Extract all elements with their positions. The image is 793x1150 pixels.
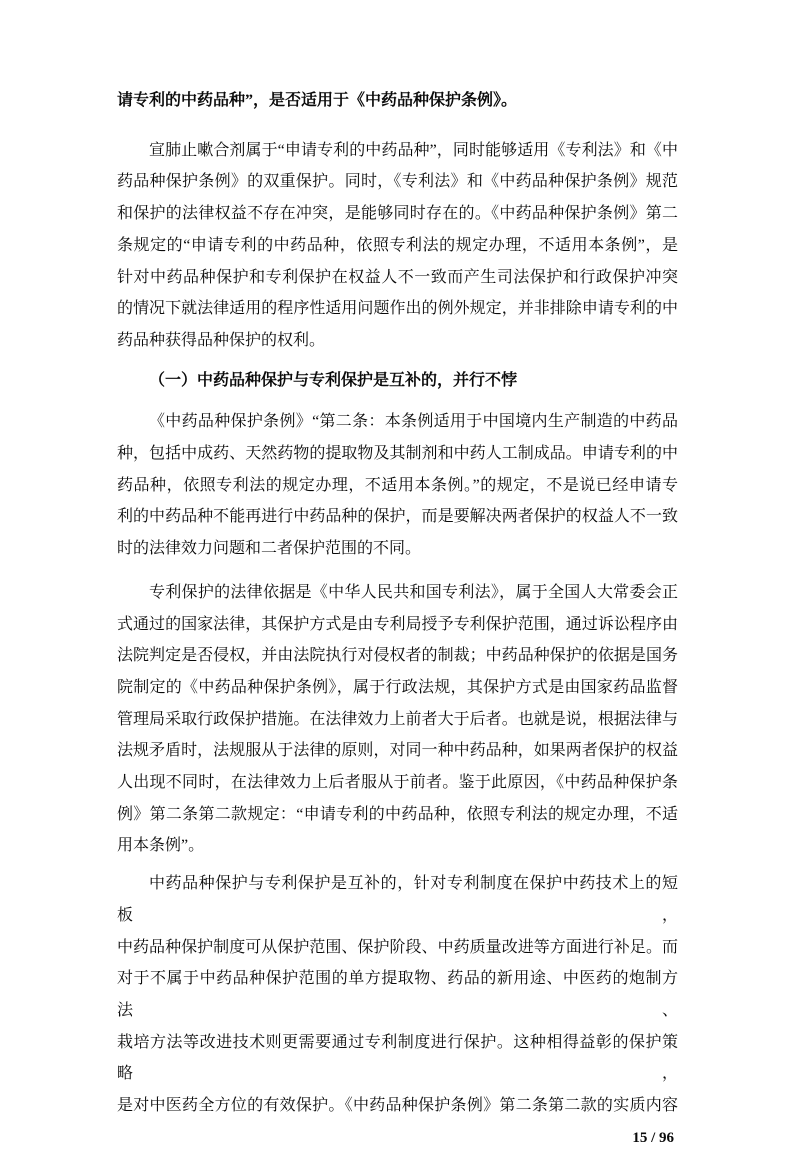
text-line: 药品种，依照专利法的规定办理，不适用本条例。”的规定，不是说已经申请专 [117, 476, 678, 494]
text-line: 院制定的《中药品种保护条例》，属于行政法规，其保护方式是由国家药品监督 [117, 678, 678, 696]
text-line: 针对中药品种保护和专利保护在权益人不一致而产生司法保护和行政保护冲突 [117, 268, 678, 286]
page-number: 15 / 96 [632, 1129, 674, 1146]
text-line: 中药品种保护制度可从保护范围、保护阶段、中药质量改进等方面进行补足。而 [117, 938, 678, 956]
text-line: 法院判定是否侵权，并由法院执行对侵权者的制裁；中药品种保护的依据是国务 [117, 647, 678, 665]
text-line: 用本条例”。 [117, 837, 205, 855]
text-line: 药品种保护条例》的双重保护。同时，《专利法》和《中药品种保护条例》规范 [117, 173, 678, 191]
paragraph-4 [117, 868, 678, 1122]
paragraph-1 [117, 135, 678, 357]
text-line: 和保护的法律权益不存在冲突，是能够同时存在的。《中药品种保护条例》第二 [117, 205, 678, 223]
paragraph-2 [117, 406, 678, 565]
section-heading: （一）中药品种保护与专利保护是互补的，并行不悖 [149, 371, 518, 389]
text-line: 法规矛盾时，法规服从于法律的原则，对同一种中药品种，如果两者保护的权益 [117, 742, 678, 760]
text-line: 时的法律效力问题和二者保护范围的不同。 [117, 540, 422, 558]
text-line: 《中药品种保护条例》“第二条：本条例适用于中国境内生产制造的中药品 [149, 413, 678, 431]
text-line: 条规定的“申请专利的中药品种，依照专利法的规定办理，不适用本条例”，是 [117, 236, 678, 254]
text-line: 中药品种保护与专利保护是互补的，针对专利制度在保护中药技术上的短板， [117, 875, 678, 924]
continuation-line: 请专利的中药品种”，是否适用于《中药品种保护条例》。 [117, 92, 518, 109]
text-line: 的情况下就法律适用的程序性适用问题作出的例外规定，并非排除申请专利的中 [117, 300, 678, 318]
text-line: 利的中药品种不能再进行中药品种的保护，而是要解决两者保护的权益人不一致 [117, 508, 678, 526]
text-line: 专利保护的法律依据是《中华人民共和国专利法》，属于全国人大常委会正 [149, 583, 678, 601]
text-line: 对于不属于中药品种保护范围的单方提取物、药品的新用途、中医药的炮制方法、 [117, 970, 678, 1019]
paragraph-3 [117, 577, 678, 862]
text-line: 是对中医药全方位的有效保护。《中药品种保护条例》第二条第二款的实质内容 [117, 1097, 678, 1115]
text-line: 宣肺止嗽合剂属于“申请专利的中药品种”，同时能够适用《专利法》和《中 [149, 141, 678, 159]
text-line: 药品种获得品种保护的权利。 [117, 331, 326, 349]
page-content [117, 85, 678, 1150]
text-line: 种，包括中成药、天然药物的提取物及其制剂和中药人工制成品。申请专利的中 [117, 445, 678, 463]
text-line: 式通过的国家法律，其保护方式是由专利局授予专利保护范围，通过诉讼程序由 [117, 615, 678, 633]
text-line: 管理局采取行政保护措施。在法律效力上前者大于后者。也就是说，根据法律与 [117, 710, 678, 728]
text-line: 人出现不同时，在法律效力上后者服从于前者。鉴于此原因，《中药品种保护条 [117, 774, 678, 792]
text-line: 栽培方法等改进技术则更需要通过专利制度进行保护。这种相得益彰的保护策略， [117, 1033, 678, 1083]
text-line: 例》第二条第二款规定：“申请专利的中药品种，依照专利法的规定办理，不适 [117, 805, 678, 823]
